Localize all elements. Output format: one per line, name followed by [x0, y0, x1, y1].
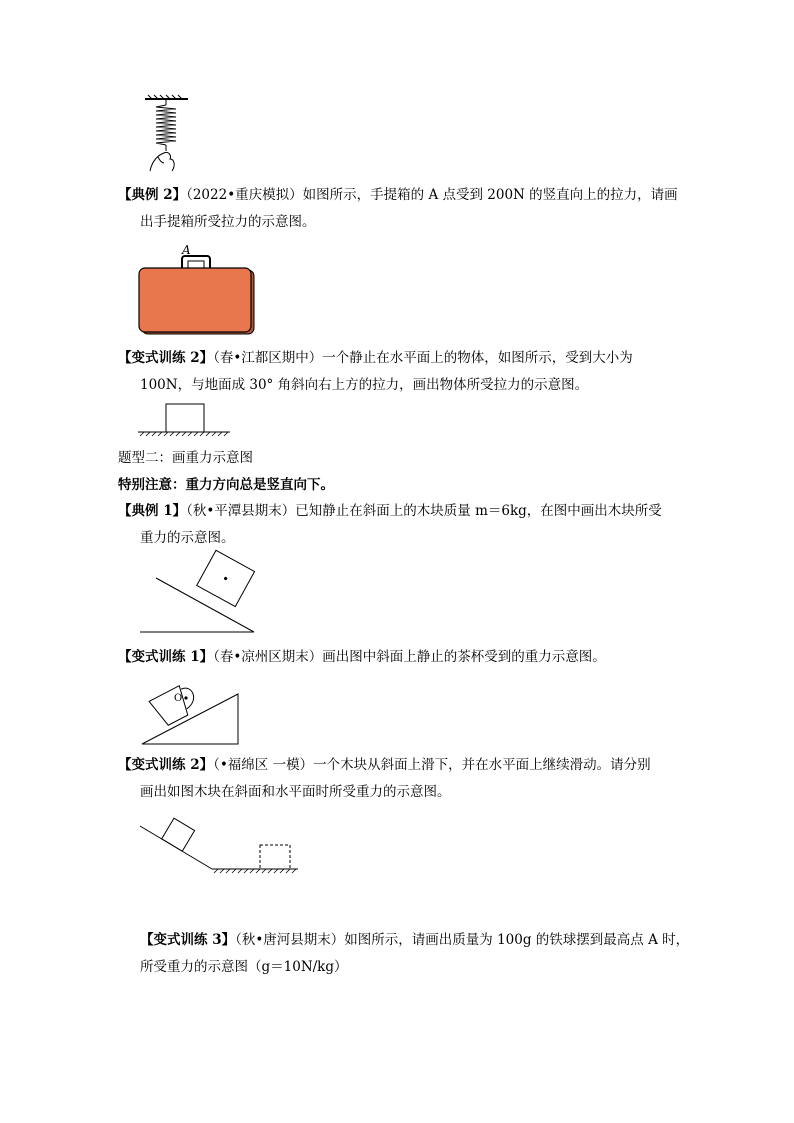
- block-on-ground-figure: [138, 402, 234, 438]
- suitcase-body: [139, 268, 251, 332]
- gravity-example-1-text: [118, 498, 678, 552]
- gravity-variant-1-tag: 【变式训练 1】: [118, 649, 214, 665]
- special-note: 特别注意：重力方向总是竖直向下。: [118, 477, 334, 493]
- point-a-label: A: [182, 243, 191, 257]
- gravity-variant-2-text: [118, 752, 678, 806]
- example-2-line1: （2022•重庆模拟）如图所示，手提箱的 A 点受到 200N 的竖直向上的拉力，请画: [186, 187, 678, 203]
- slide-horizontal-figure: [140, 810, 304, 876]
- variant-2-tag: 【变式训练 2】: [118, 350, 214, 366]
- gravity-variant-3-line2: 所受重力的示意图（g＝10N/kg）: [140, 959, 348, 975]
- gravity-example-1-tag: 【典例 1】: [118, 503, 187, 519]
- gravity-variant-2-line1: （•福绵区 一模）一个木块从斜面上滑下，并在水平面上继续滑动。请分别: [213, 757, 651, 773]
- cup-o-label: O: [174, 693, 183, 704]
- variant-2-line1: （春•江都区期中）一个静止在水平面上的物体，如图所示，受到大小为: [213, 350, 633, 366]
- section-heading: 题型二：画重力示意图: [118, 450, 253, 466]
- gravity-variant-3-line1: （秋•唐河县期末）如图所示，请画出质量为 100g 的铁球摆到最高点 A 时，: [235, 932, 690, 948]
- gravity-variant-1-line1: （春•凉州区期末）画出图中斜面上静止的茶杯受到的重力示意图。: [213, 649, 606, 665]
- example-2-tag: 【典例 2】: [118, 187, 187, 203]
- gravity-example-1-line2: 重力的示意图。: [140, 530, 235, 546]
- example-2-text: [118, 182, 678, 236]
- gravity-variant-3-tag: 【变式训练 3】: [140, 932, 236, 948]
- suitcase-figure: [138, 240, 256, 336]
- gravity-variant-3-text: [140, 927, 700, 981]
- gravity-variant-2-tag: 【变式训练 2】: [118, 757, 214, 773]
- teacup-incline-figure: [140, 676, 244, 748]
- incline-block-figure: [140, 556, 260, 636]
- gravity-variant-2-line2: 画出如图木块在斜面和水平面时所受重力的示意图。: [140, 784, 451, 800]
- variant-2-text: [118, 345, 678, 399]
- variant-2-line2: 100N，与地面成 30° 角斜向右上方的拉力，画出物体所受拉力的示意图。: [140, 377, 589, 393]
- gravity-example-1-line1: （秋•平潭县期末）已知静止在斜面上的木块质量 m＝6kg，在图中画出木块所受: [186, 503, 662, 519]
- spring-hand-figure: [140, 95, 200, 175]
- gravity-variant-1-text: [118, 647, 606, 667]
- example-2-line2: 出手提箱所受拉力的示意图。: [140, 214, 316, 230]
